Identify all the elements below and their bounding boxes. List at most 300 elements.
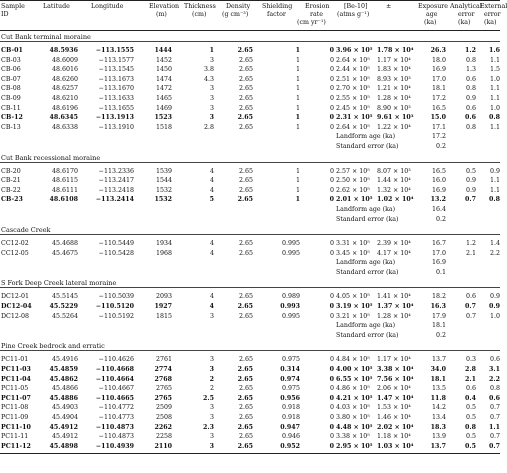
cell-be10: 3.45 × 10⁵	[336, 249, 370, 257]
cell-analytical-error: 0.7	[465, 196, 476, 204]
summary-value: 18.1	[431, 322, 446, 330]
cell-shielding: 0.946	[281, 433, 300, 441]
cell-be10-error: 1.28 × 10⁴	[377, 312, 411, 320]
cell-be10: 2.44 × 10⁵	[336, 66, 370, 74]
cell-analytical-error: 2.1	[465, 375, 476, 383]
summary-label: Landform age (ka)	[336, 259, 396, 267]
cell-sample-id: PC11-12	[1, 442, 31, 450]
cell-latitude: 48.5936	[49, 47, 78, 54]
cell-sample-id: CB-23	[1, 196, 23, 204]
table-row	[0, 394, 500, 404]
cell-thickness: 3.8	[203, 66, 214, 74]
cell-sample-id: CB-09	[1, 94, 21, 102]
cell-latitude: 48.6016	[51, 66, 78, 74]
cell-density: 2.65	[238, 167, 253, 175]
section-header	[0, 152, 500, 163]
cell-exposure-age: 13.7	[430, 442, 446, 450]
cell-sample-id: CC12-05	[1, 249, 29, 257]
cell-external-error: 0.9	[489, 293, 500, 301]
cell-erosion: 0	[329, 442, 334, 450]
table-row	[0, 403, 500, 413]
cell-sample-id: CB-22	[1, 186, 21, 194]
cell-be10-error: 8.90 × 10³	[377, 104, 411, 112]
cell-be10-error: 9.61 × 10³	[377, 114, 414, 122]
cell-elevation: 1968	[155, 249, 172, 257]
cell-elevation: 2765	[155, 385, 172, 393]
cell-latitude: 45.4886	[49, 394, 78, 402]
cell-external-error: 0.8	[489, 385, 500, 393]
cell-shielding: 1	[295, 186, 300, 194]
cell-longitude: −113.1555	[95, 47, 134, 54]
cell-external-error: 1.1	[489, 56, 500, 64]
cell-exposure-age: 13.4	[431, 414, 446, 421]
header-external-unit: (ka)	[484, 19, 497, 26]
section-rule	[0, 41, 500, 42]
cell-sample-id: PC11-11	[1, 433, 29, 441]
top-rule	[0, 0, 500, 1]
cell-density: 2.65	[238, 356, 253, 364]
cell-longitude: −110.5449	[98, 240, 134, 248]
cell-exposure-age: 17.0	[431, 75, 446, 83]
cell-external-error: 0.7	[489, 414, 500, 421]
cell-analytical-error: 0.5	[465, 442, 476, 450]
cell-exposure-age: 18.0	[431, 56, 446, 64]
cell-density: 2.65	[238, 249, 253, 257]
cell-external-error: 1.0	[489, 312, 500, 320]
cell-exposure-age: 16.3	[430, 303, 446, 311]
cell-latitude: 48.6196	[51, 104, 78, 112]
cell-elevation: 1532	[154, 196, 172, 204]
cell-longitude: −113.1545	[98, 66, 134, 74]
cell-density: 2.65	[238, 94, 253, 102]
cell-be10: 3.19 × 10⁵	[336, 303, 373, 311]
cell-sample-id: PC11-04	[1, 375, 31, 383]
cell-be10-error: 1.17 × 10⁴	[377, 356, 411, 364]
cell-be10-error: 2.39 × 10⁴	[377, 240, 411, 248]
cell-thickness: 3	[209, 366, 214, 374]
cell-elevation: 1544	[155, 177, 172, 185]
table-row	[0, 46, 500, 56]
cell-analytical-error: 0.6	[465, 385, 476, 393]
cell-shielding: 1	[295, 85, 300, 93]
section-title: Cut Bank terminal moraine	[1, 33, 91, 41]
cell-longitude: −110.4772	[98, 404, 134, 412]
cell-sample-id: PC11-07	[1, 394, 31, 402]
cell-latitude: 45.4866	[51, 385, 78, 393]
table-row	[0, 239, 500, 249]
cell-erosion: 0	[329, 375, 334, 383]
cell-analytical-error: 0.8	[465, 56, 476, 64]
cell-latitude: 48.6345	[49, 114, 78, 122]
table-row	[0, 94, 500, 104]
cell-external-error: 0.7	[489, 433, 500, 441]
cell-sample-id: PC11-03	[1, 366, 31, 374]
section-rule	[0, 350, 500, 351]
cell-be10-error: 1.18 × 10⁴	[377, 433, 411, 441]
cell-latitude: 45.4912	[49, 423, 78, 431]
cell-be10: 2.55 × 10⁵	[336, 94, 370, 102]
cell-shielding: 0.918	[281, 404, 300, 412]
cell-erosion: 0	[329, 85, 334, 93]
cell-sample-id: DC12-01	[1, 293, 30, 301]
cell-analytical-error: 0.8	[465, 423, 476, 431]
cell-be10-error: 1.32 × 10⁴	[377, 186, 411, 194]
header-shielding-factor: factor	[267, 11, 286, 18]
cell-elevation: 1465	[155, 94, 172, 102]
header-be10-unit: (atms g⁻¹)	[337, 11, 370, 18]
summary-value: 17.2	[431, 133, 446, 141]
cell-elevation: 2509	[155, 404, 172, 412]
header-analytical-unit: (ka)	[458, 19, 471, 26]
cell-erosion: 0	[329, 94, 334, 102]
cell-external-error: 3.1	[489, 366, 500, 374]
cell-longitude: −113.1913	[95, 114, 134, 122]
summary-row	[0, 331, 500, 341]
cell-latitude: 48.6257	[51, 85, 78, 93]
cell-thickness: 3	[209, 312, 214, 320]
cell-be10-error: 1.46 × 10⁴	[377, 414, 411, 421]
cell-be10: 4.21 × 10⁵	[336, 394, 373, 402]
cell-density: 2.65	[237, 375, 253, 383]
summary-label: Standard error (ka)	[336, 215, 399, 223]
cell-exposure-age: 18.1	[431, 85, 446, 93]
header-sample: Sample	[1, 3, 25, 10]
cell-sample-id: PC11-10	[1, 423, 31, 431]
cell-longitude: −113.2418	[98, 186, 134, 194]
cell-erosion: 0	[329, 66, 334, 74]
cell-density: 2.65	[237, 303, 253, 311]
cell-be10: 2.31 × 10⁵	[336, 114, 373, 122]
cell-analytical-error: 1.2	[465, 47, 476, 54]
cell-erosion: 0	[329, 394, 334, 402]
cell-latitude: 48.6210	[51, 94, 78, 102]
cell-be10-error: 1.44 × 10⁴	[377, 177, 411, 185]
cell-be10-error: 4.17 × 10⁴	[377, 249, 411, 257]
table-row	[0, 186, 500, 196]
cell-erosion: 0	[329, 75, 334, 83]
cell-shielding: 0.314	[280, 366, 300, 374]
summary-row	[0, 205, 500, 215]
cell-shielding: 1	[295, 47, 300, 54]
cell-density: 2.65	[238, 56, 253, 64]
cell-external-error: 0.9	[489, 167, 500, 175]
table-row	[0, 365, 500, 375]
header-longitude: Longitude	[91, 3, 124, 10]
cell-sample-id: PC11-08	[1, 404, 29, 412]
cell-be10-error: 7.56 × 10⁴	[377, 375, 414, 383]
cell-sample-id: DC12-08	[1, 312, 30, 320]
cell-longitude: −113.2414	[95, 196, 134, 204]
cell-be10: 2.45 × 10⁵	[336, 104, 370, 112]
cell-erosion: 0	[329, 240, 334, 248]
cell-erosion: 0	[329, 433, 334, 441]
cell-latitude: 48.6115	[51, 177, 78, 185]
cell-latitude: 45.4904	[51, 414, 78, 421]
cell-be10: 4.48 × 10⁵	[336, 423, 373, 431]
cell-erosion: 0	[329, 177, 334, 185]
cell-shielding: 0.956	[280, 394, 300, 402]
cell-thickness: 4	[209, 293, 214, 301]
cell-thickness: 2.3	[203, 423, 214, 431]
cell-be10-error: 3.38 × 10⁴	[377, 366, 414, 374]
cell-analytical-error: 2.8	[465, 366, 476, 374]
summary-value: 16.9	[431, 259, 446, 267]
summary-label: Standard error (ka)	[336, 142, 399, 150]
header-external-error: error	[484, 11, 501, 18]
header-exposure-unit: (ka)	[424, 19, 437, 26]
cell-exposure-age: 14.2	[431, 404, 446, 412]
cell-be10-error: 1.02 × 10⁴	[377, 196, 414, 204]
cell-latitude: 45.5145	[51, 293, 78, 301]
cell-analytical-error: 0.5	[465, 433, 476, 441]
header-erosion-rate: rate	[310, 11, 324, 18]
cell-erosion: 0	[329, 303, 334, 311]
cell-thickness: 4.3	[203, 75, 214, 83]
cell-density: 2.65	[238, 186, 253, 194]
table-header	[0, 0, 507, 30]
cell-elevation: 1539	[155, 167, 172, 175]
cell-density: 2.65	[238, 293, 253, 301]
bottom-rule	[0, 453, 500, 454]
cell-elevation: 1523	[154, 114, 172, 122]
cell-exposure-age: 17.1	[431, 123, 446, 131]
cell-latitude: 48.6108	[49, 196, 78, 204]
header-shielding: Shielding	[262, 3, 293, 10]
table-row	[0, 375, 500, 385]
cell-external-error: 1.5	[489, 66, 500, 74]
cell-be10: 2.70 × 10⁵	[336, 85, 370, 93]
cell-be10: 4.84 × 10⁵	[336, 356, 370, 364]
cell-exposure-age: 18.3	[430, 423, 446, 431]
cell-be10: 6.55 × 10⁵	[336, 375, 373, 383]
cell-density: 2.65	[238, 385, 253, 393]
cell-shielding: 1	[295, 167, 300, 175]
cell-be10: 4.05 × 10⁵	[336, 293, 370, 301]
header-latitude: Latitude	[43, 3, 70, 10]
cell-latitude: 45.4912	[51, 433, 78, 441]
cell-external-error: 0.7	[489, 442, 500, 450]
cell-be10-error: 1.17 × 10⁴	[377, 56, 411, 64]
cell-shielding: 0.974	[280, 375, 300, 383]
cell-thickness: 4	[209, 177, 214, 185]
cell-thickness: 3	[209, 104, 214, 112]
summary-row	[0, 268, 500, 278]
cell-density: 2.65	[237, 114, 253, 122]
cell-external-error: 1.1	[489, 186, 500, 194]
cell-latitude: 48.6338	[51, 123, 78, 131]
cell-be10-error: 1.41 × 10⁴	[377, 293, 411, 301]
cell-exposure-age: 18.1	[430, 375, 446, 383]
cell-latitude: 45.4898	[49, 442, 78, 450]
cell-erosion: 0	[329, 196, 334, 204]
cell-thickness: 4	[209, 167, 214, 175]
cell-longitude: −110.4873	[95, 423, 134, 431]
cell-shielding: 0.975	[281, 356, 300, 364]
table-row	[0, 413, 500, 423]
cell-shielding: 0.918	[281, 414, 300, 421]
cell-thickness: 3	[209, 114, 214, 122]
cell-elevation: 1472	[155, 85, 172, 93]
summary-label: Landform age (ka)	[336, 205, 396, 213]
cell-exposure-age: 17.2	[431, 94, 446, 102]
cell-analytical-error: 0.4	[465, 394, 476, 402]
cell-longitude: −110.4668	[95, 366, 134, 374]
cell-density: 2.65	[237, 394, 253, 402]
cell-analytical-error: 2.1	[465, 249, 476, 257]
cell-be10: 3.80 × 10⁵	[336, 414, 370, 421]
cell-erosion: 0	[329, 385, 334, 393]
header-exposure: Exposure	[418, 3, 448, 10]
section-header	[0, 31, 500, 42]
header-density: Density	[226, 3, 251, 10]
cell-density: 2.65	[238, 123, 253, 131]
cell-longitude: −110.4939	[95, 442, 134, 450]
summary-label: Standard error (ka)	[336, 268, 399, 276]
cell-be10-error: 1.53 × 10⁴	[377, 404, 411, 412]
cell-density: 2.65	[238, 75, 253, 83]
cell-shielding: 0.975	[281, 385, 300, 393]
table-row	[0, 167, 500, 177]
cell-be10-error: 1.22 × 10⁴	[377, 123, 411, 131]
cell-elevation: 2110	[154, 442, 172, 450]
summary-row	[0, 321, 500, 331]
cell-external-error: 1.0	[489, 75, 500, 83]
cell-exposure-age: 16.9	[431, 186, 446, 194]
cell-shielding: 0.947	[280, 423, 300, 431]
cell-exposure-age: 16.0	[431, 177, 446, 185]
cell-shielding: 0.995	[281, 312, 300, 320]
cell-longitude: −110.4667	[98, 385, 134, 393]
cell-longitude: −110.5039	[98, 293, 134, 301]
cell-erosion: 0	[329, 104, 334, 112]
cell-erosion: 0	[329, 356, 334, 364]
cell-be10: 2.64 × 10⁵	[336, 123, 370, 131]
header-analytical: Analytical	[450, 3, 482, 10]
header-thickness-unit: (cm)	[192, 11, 207, 18]
section-title: S Fork Deep Creek lateral moraine	[1, 279, 117, 288]
summary-value: 0.2	[435, 215, 446, 223]
cell-sample-id: CB-13	[1, 123, 21, 131]
cell-erosion: 0	[329, 114, 334, 122]
cell-elevation: 2768	[154, 375, 172, 383]
cell-analytical-error: 0.8	[465, 123, 476, 131]
cell-be10-error: 1.78 × 10⁴	[377, 47, 414, 54]
cell-analytical-error: 0.5	[465, 414, 476, 421]
cell-erosion: 0	[329, 56, 334, 64]
cell-be10-error: 1.37 × 10⁴	[377, 303, 414, 311]
cell-density: 2.65	[238, 240, 253, 248]
cell-be10: 4.00 × 10⁵	[336, 366, 373, 374]
header-elevation-unit: (m)	[156, 11, 167, 18]
cell-exposure-age: 15.0	[430, 114, 446, 122]
table-row	[0, 113, 500, 123]
section-title: Cut Bank recessional moraine	[1, 153, 101, 162]
table-row	[0, 195, 500, 205]
cell-analytical-error: 0.7	[465, 303, 476, 311]
header-elevation: Elevation	[149, 3, 180, 10]
cell-erosion: 0	[329, 366, 334, 374]
cell-shielding: 1	[295, 94, 300, 102]
cell-elevation: 1934	[155, 240, 172, 248]
cell-latitude: 45.4688	[51, 240, 78, 248]
table-row	[0, 384, 500, 394]
cell-elevation: 2093	[155, 293, 172, 301]
cell-sample-id: CB-07	[1, 75, 21, 83]
cell-be10: 3.31 × 10⁵	[336, 240, 370, 248]
cell-be10-error: 1.03 × 10⁴	[377, 442, 414, 450]
summary-row	[0, 258, 500, 268]
cell-sample-id: PC11-09	[1, 414, 29, 421]
table-row	[0, 123, 500, 133]
cell-sample-id: CB-08	[1, 85, 21, 93]
cell-shielding: 0.952	[280, 442, 300, 450]
cell-exposure-age: 34.0	[430, 366, 446, 374]
summary-value: 0.2	[435, 331, 446, 339]
summary-value: 0.1	[435, 268, 446, 276]
cell-external-error: 0.8	[489, 196, 500, 204]
cell-thickness: 2	[209, 385, 214, 393]
cell-thickness: 3	[209, 414, 214, 421]
section-title: Cascade Creek	[1, 226, 51, 235]
section-header	[0, 340, 500, 351]
cell-longitude: −110.5120	[95, 303, 134, 311]
cell-latitude: 45.4862	[49, 375, 78, 383]
cell-sample-id: CB-03	[1, 56, 21, 64]
cell-be10: 2.51 × 10⁵	[336, 75, 370, 83]
header-analytical-error: error	[458, 11, 475, 18]
cell-latitude: 45.4675	[51, 249, 78, 257]
table-row	[0, 249, 500, 259]
table-row	[0, 104, 500, 114]
cell-thickness: 4	[209, 186, 214, 194]
cell-elevation: 2262	[154, 423, 172, 431]
cell-be10: 2.62 × 10⁵	[336, 186, 370, 194]
cell-be10-error: 1.83 × 10⁴	[377, 66, 411, 74]
cell-density: 2.65	[237, 196, 253, 204]
header-plus-minus: ±	[386, 3, 392, 10]
cell-analytical-error: 0.8	[465, 85, 476, 93]
cell-longitude: −113.1673	[98, 75, 134, 83]
cell-shielding: 1	[295, 196, 300, 204]
cell-density: 2.65	[237, 366, 253, 374]
cell-be10-error: 2.02 × 10⁴	[377, 423, 414, 431]
cell-elevation: 1444	[154, 47, 172, 54]
cell-elevation: 1927	[154, 303, 172, 311]
cell-elevation: 1815	[155, 312, 172, 320]
cell-be10-error: 1.47 × 10⁴	[377, 394, 414, 402]
cell-external-error: 1.6	[489, 47, 500, 54]
table-row	[0, 65, 500, 75]
cell-thickness: 3	[209, 94, 214, 102]
cell-sample-id: PC11-05	[1, 385, 29, 393]
section-rule	[0, 234, 500, 235]
cell-elevation: 1474	[155, 75, 172, 83]
cell-elevation: 1532	[155, 186, 172, 194]
cell-longitude: −113.2336	[98, 167, 134, 175]
cell-analytical-error: 0.9	[465, 186, 476, 194]
cell-erosion: 0	[329, 312, 334, 320]
section-rule	[0, 162, 500, 163]
cell-external-error: 1.4	[489, 240, 500, 248]
cell-sample-id: DC12-04	[1, 303, 32, 311]
cell-thickness: 4	[209, 249, 214, 257]
cell-external-error: 1.1	[489, 94, 500, 102]
cell-analytical-error: 0.9	[465, 177, 476, 185]
cell-shielding: 1	[295, 56, 300, 64]
cell-be10-error: 2.06 × 10⁴	[377, 385, 411, 393]
table-row	[0, 292, 500, 302]
cell-exposure-age: 17.0	[431, 249, 446, 257]
